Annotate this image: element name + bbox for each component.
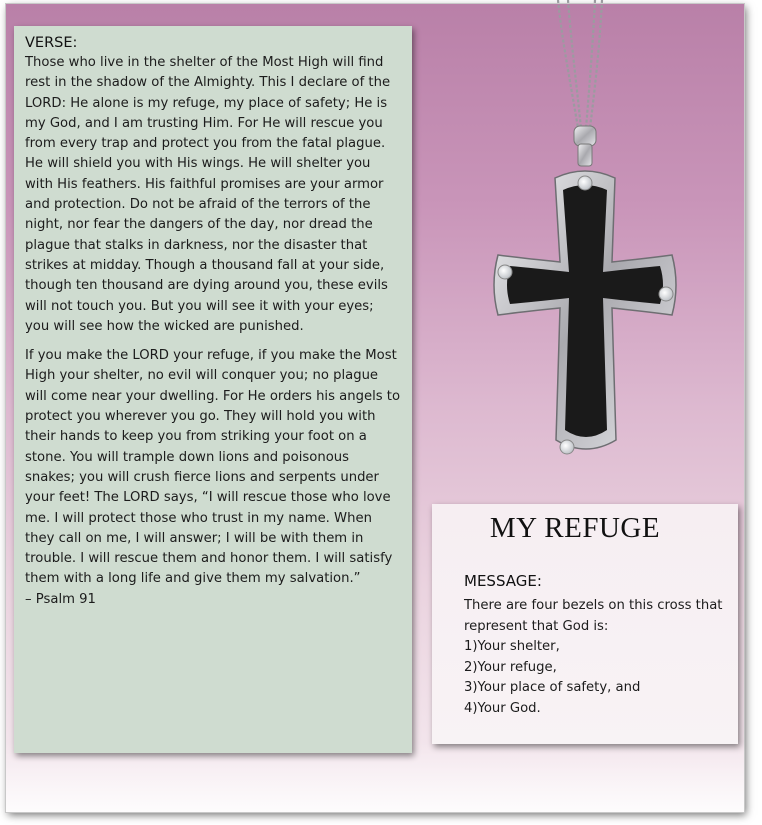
message-title: MY REFUGE — [489, 512, 661, 544]
verse-paragraph-2: If you make the LORD your refuge, if you make the Most High your shelter, no evil will conquer you; no plague will come near your dwelling. For He orders his angels to protect you wherever you go. They will hold you with their hands to keep you from striking your foot on a stone. You will trample down lions and poisonous snakes; you will crush fierce lions and serpents under your feet! The LORD says, “I will rescue those who love me. I will protect those who trust in my name. When they call on me, I will answer; I will be with them in trouble. I will rescue them and honor them. I will satisfy them with a long life and give them my salvation.” — [25, 348, 401, 587]
verse-paragraph-1: Those who live in the shelter of the Most High will find rest in the shadow of the Almighty. This I declare of the LORD: He alone is my refuge, my place of safety; He is my God, and I am trusting Him. For He will rescue you from every trap and protect you from the fatal plague. He will shield you with His wings. He will shelter you with His feathers. His faithful promises are your armor and protection. Do not be afraid of the terrors of the night, nor fear the dangers of the day, nor dread the plague that stalks in darkness, nor the disaster that strikes at midday. Though a thousand fall at your side, though ten thousand are dying around you, these evils will not touch you. But you will see it with your eyes; you will see how the wicked are punished. — [25, 55, 391, 334]
list-item: 3)Your place of safety, and — [464, 680, 641, 695]
list-item: 4)Your God. — [464, 700, 541, 716]
cross-pendant-image — [450, 0, 700, 480]
necklace-chain — [558, 0, 602, 128]
list-item: 1)Your shelter, — [464, 639, 560, 654]
message-panel — [432, 504, 738, 744]
verse-panel — [14, 26, 412, 753]
message-intro: There are four bezels on this cross that represent that God is: — [464, 598, 723, 634]
list-item: 2)Your refuge, — [464, 659, 557, 675]
message-heading: MESSAGE: — [464, 572, 542, 590]
verse-heading: VERSE: — [25, 35, 78, 51]
verse-citation: – Psalm 91 — [25, 591, 96, 607]
message-list — [464, 596, 734, 719]
